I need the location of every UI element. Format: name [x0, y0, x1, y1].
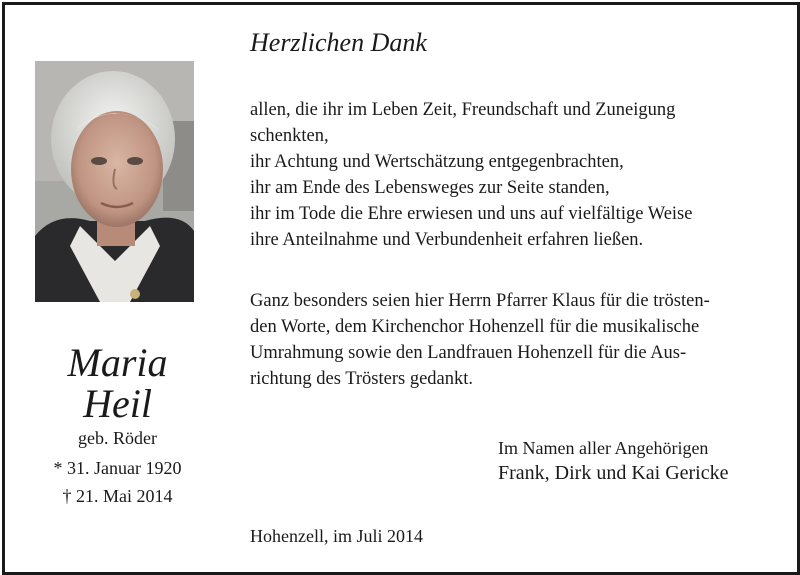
place-date: Hohenzell, im Juli 2014: [250, 526, 423, 546]
death-date: † 21. Mai 2014: [62, 486, 173, 506]
paragraph-line: Umrahmung sowie den Landfrauen Hohenzell für die Aus-: [250, 343, 687, 363]
paragraph-line: ihre Anteilnahme und Verbundenheit erfahren ließen.: [250, 230, 644, 250]
paragraph-line: ihr Achtung und Wertschätzung entgegenbrachten,: [250, 152, 624, 172]
signature-intro: Im Namen aller Angehörigen: [498, 438, 709, 458]
signature-names: Frank, Dirk und Kai Gericke: [498, 462, 729, 484]
paragraph-line: Ganz besonders seien hier Herrn Pfarrer Klaus für die trösten-: [250, 291, 710, 311]
deceased-first-name: Maria: [67, 340, 168, 385]
paragraph-line: ihr im Tode die Ehre erwiesen und uns auf vielfältige Weise: [250, 204, 693, 224]
thanks-paragraph: [250, 97, 770, 253]
birth-date: * 31. Januar 1920: [53, 458, 182, 478]
birth-name: geb. Röder: [78, 428, 157, 448]
deceased-last-name: Heil: [83, 381, 152, 426]
special-thanks-paragraph: [250, 288, 770, 392]
notice-heading: Herzlichen Dank: [250, 28, 427, 57]
portrait-photo: [35, 61, 194, 302]
paragraph-line: schenkten,: [250, 126, 329, 146]
paragraph-line: richtung des Trösters gedankt.: [250, 369, 474, 389]
paragraph-line: ihr am Ende des Lebensweges zur Seite standen,: [250, 178, 610, 198]
paragraph-line: den Worte, dem Kirchenchor Hohenzell für die musikalische: [250, 317, 700, 337]
paragraph-line: allen, die ihr im Leben Zeit, Freundschaft und Zuneigung: [250, 100, 676, 120]
